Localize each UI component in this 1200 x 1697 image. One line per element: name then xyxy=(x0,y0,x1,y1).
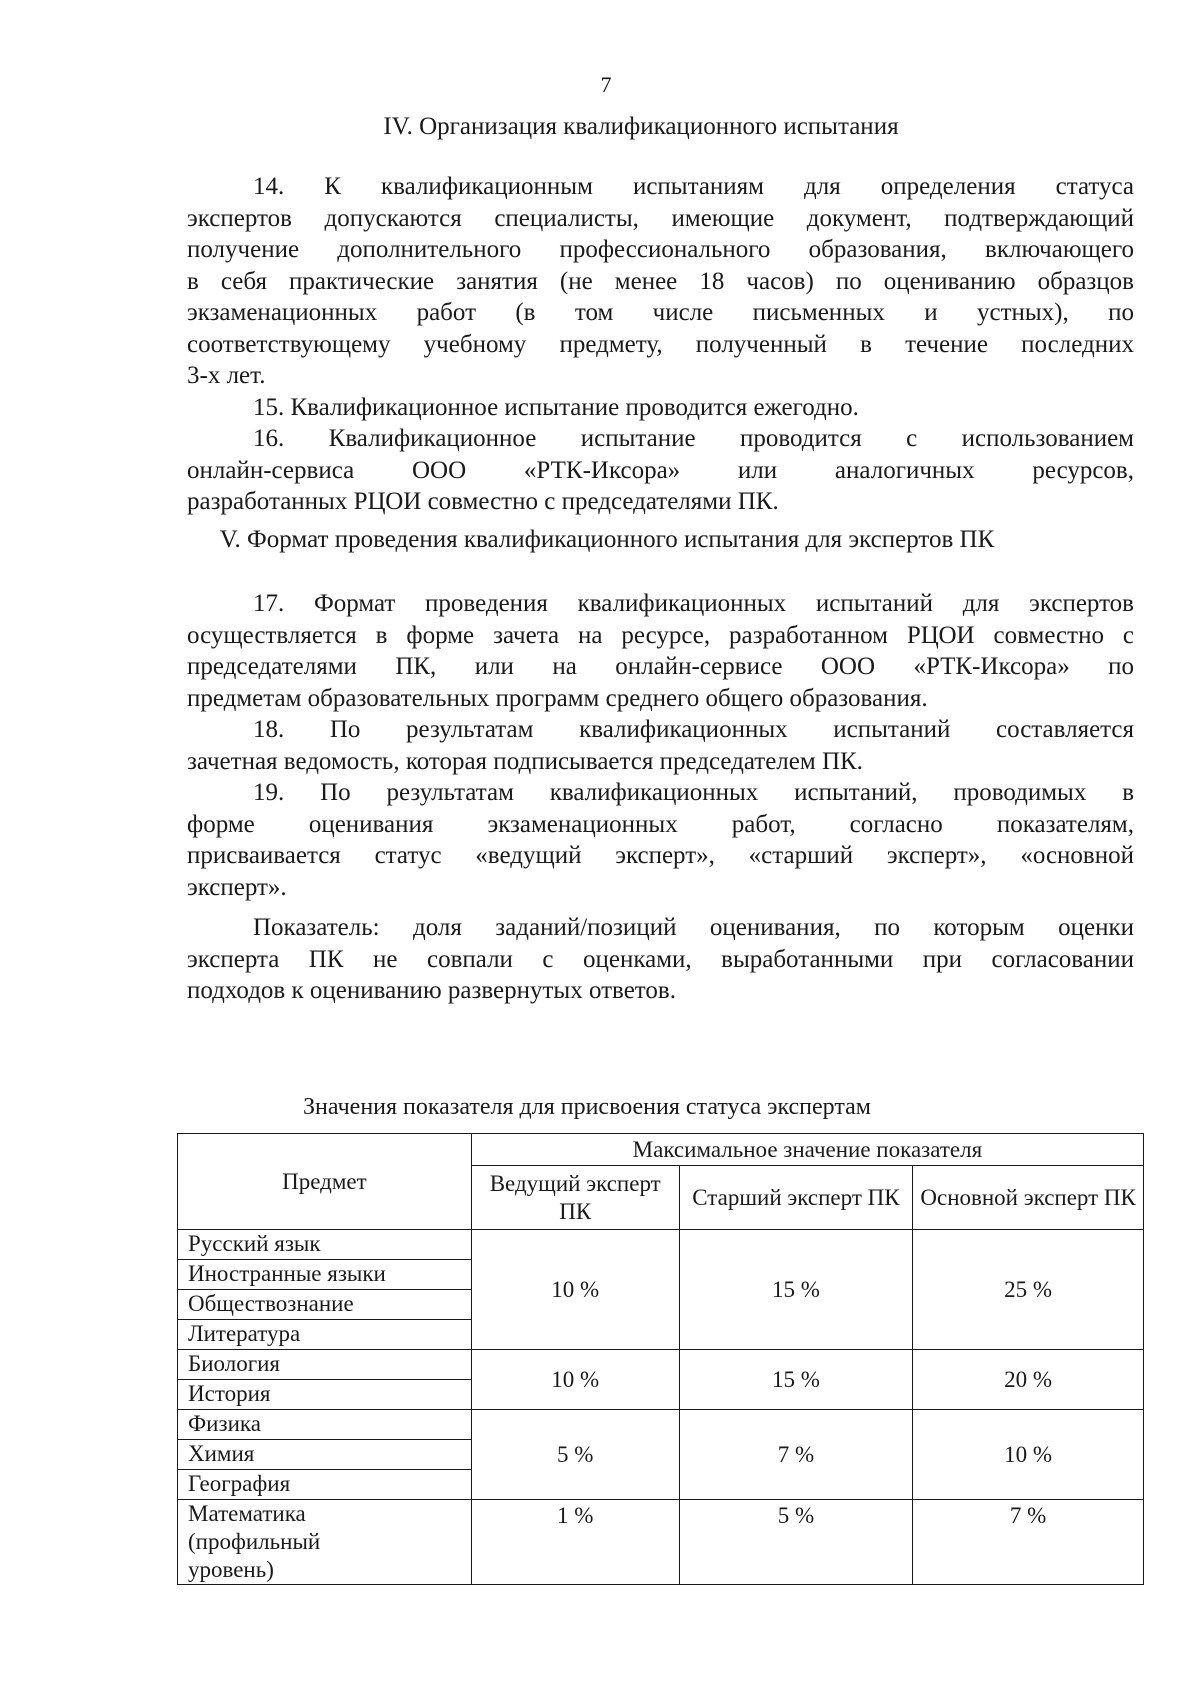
text-line: форме оценивания экзаменационных работ, согласно показателям, xyxy=(187,810,1134,838)
main-value: 25 % xyxy=(913,1230,1144,1350)
text-line: разработанных РЦОИ совместно с председателями ПК. xyxy=(187,488,779,515)
text-line: эксперта ПК не совпали с оценками, выработанными при согласовании xyxy=(187,945,1134,973)
text-line: 18. По результатам квалификационных испытаний составляется xyxy=(253,716,1134,743)
senior-expert-header: Старший эксперт ПК xyxy=(679,1166,913,1230)
text-line: 17. Формат проведения квалификационных испытаний для экспертов xyxy=(253,590,1134,617)
text-line: соответствующему учебному предмету, полученный в течение последних xyxy=(187,330,1134,358)
paragraph-17-19 xyxy=(187,588,1134,903)
indicator-table xyxy=(177,1133,1144,1585)
text-line: предметам образовательных программ среднего общего образования. xyxy=(187,684,928,712)
text-line: в себя практические занятия (не менее 18 часов) по оцениванию образцов xyxy=(187,267,1134,295)
subject-cell: История xyxy=(178,1380,472,1410)
text-line: 14. К квалификационным испытаниям для определения статуса xyxy=(253,173,1134,200)
lead-value: 10 % xyxy=(471,1350,679,1410)
max-value-header: Максимальное значение показателя xyxy=(471,1134,1143,1166)
text-line: онлайн-сервиса ООО «РТК-Иксора» или аналогичных ресурсов, xyxy=(187,456,1134,484)
text-line: экспертов допускаются специалисты, имеющие документ, подтверждающий xyxy=(187,204,1134,232)
text-line: подходов к оцениванию развернутых ответов. xyxy=(187,977,676,1004)
lead-expert-header: Ведущий эксперт ПК xyxy=(471,1166,679,1230)
section-5-heading: V. Формат проведения квалификационного испытания для экспертов ПК xyxy=(219,526,995,553)
text-line: присваивается статус «ведущий эксперт», «старший эксперт», «основной xyxy=(187,842,1134,869)
main-expert-header: Основной эксперт ПК xyxy=(913,1166,1144,1230)
subject-cell: География xyxy=(178,1470,472,1500)
subject-cell: Литература xyxy=(178,1320,472,1350)
text-line: Показатель: доля заданий/позиций оценивания, по которым оценки xyxy=(253,914,1134,941)
main-value: 10 % xyxy=(913,1410,1144,1500)
main-value: 7 % xyxy=(913,1500,1144,1585)
table-caption: Значения показателя для присвоения статуса экспертам xyxy=(303,1094,871,1120)
indicator-paragraph xyxy=(187,912,1134,1007)
senior-value: 15 % xyxy=(679,1350,913,1410)
subject-cell: Иностранные языки xyxy=(178,1260,472,1290)
subject-cell: Обществознание xyxy=(178,1290,472,1320)
text-line: эксперт». xyxy=(187,873,287,901)
paragraph-15: 15. Квалификационное испытание проводится ежегодно. xyxy=(253,393,859,421)
subject-cell: Химия xyxy=(178,1440,472,1470)
text-line: экзаменационных работ (в том числе письменных и устных), по xyxy=(187,299,1134,326)
lead-value: 10 % xyxy=(471,1230,679,1350)
text-line: осуществляется в форме зачета на ресурсе, разработанном РЦОИ совместно с xyxy=(187,621,1134,649)
page-number: 7 xyxy=(600,72,612,97)
text-line: 19. По результатам квалификационных испытаний, проводимых в xyxy=(253,779,1134,806)
text-line: 16. Квалификационное испытание проводится с использованием xyxy=(253,425,1134,452)
section-4-heading: IV. Организация квалификационного испытания xyxy=(383,113,899,140)
text-line: зачетная ведомость, которая подписывается председателем ПК. xyxy=(187,747,863,775)
lead-value: 5 % xyxy=(471,1410,679,1500)
paragraph-14 xyxy=(187,171,1134,518)
senior-value: 15 % xyxy=(679,1230,913,1350)
senior-value: 5 % xyxy=(679,1500,913,1585)
text-line: 3-х лет. xyxy=(187,362,266,389)
text-line: получение дополнительного профессионального образования, включающего xyxy=(187,236,1134,263)
senior-value: 7 % xyxy=(679,1410,913,1500)
subject-cell: Русский язык xyxy=(178,1230,472,1260)
main-value: 20 % xyxy=(913,1350,1144,1410)
lead-value: 1 % xyxy=(471,1500,679,1585)
text-line: председателями ПК, или на онлайн-сервисе ООО «РТК-Иксора» по xyxy=(187,653,1134,680)
subject-cell: Биология xyxy=(178,1350,472,1380)
subject-cell: Физика xyxy=(178,1410,472,1440)
subject-cell: Математика (профильный уровень) xyxy=(178,1500,472,1585)
subject-header: Предмет xyxy=(178,1134,472,1230)
